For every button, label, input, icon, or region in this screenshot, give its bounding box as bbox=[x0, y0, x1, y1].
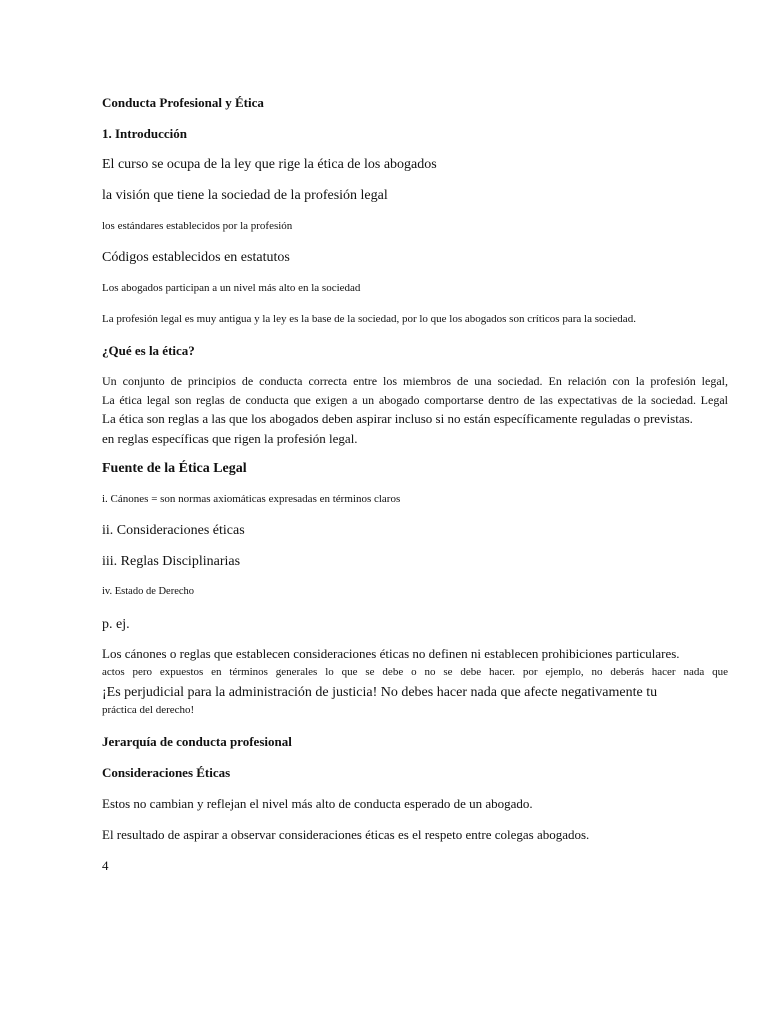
paragraph-line: La ética legal son reglas de conducta que exigen a un abogado comportarse dentro de las expectativas de la sociedad. Legal bbox=[102, 393, 728, 407]
paragraph-line: El resultado de aspirar a observar consideraciones éticas es el respeto entre colegas abogados. bbox=[102, 827, 590, 842]
section-heading-introduccion: 1. Introducción bbox=[102, 126, 187, 141]
paragraph-line: La profesión legal es muy antigua y la ley es la base de la sociedad, por lo que los abogados son críticos para la sociedad. bbox=[102, 313, 636, 325]
paragraph-line: práctica del derecho! bbox=[102, 704, 195, 716]
list-item: i. Cánones = son normas axiomáticas expresadas en términos claros bbox=[102, 493, 401, 505]
paragraph-line: en reglas específicas que rigen la profesión legal. bbox=[102, 431, 358, 446]
paragraph-line: Códigos establecidos en estatutos bbox=[102, 250, 290, 265]
paragraph-line: Los abogados participan a un nivel más alto en la sociedad bbox=[102, 282, 361, 294]
paragraph-line: Un conjunto de principios de conducta correcta entre los miembros de una sociedad. En relación con la profesión legal, bbox=[102, 374, 728, 388]
paragraph-line: actos pero expuestos en términos generales lo que se debe o no se debe hacer. por ejemplo, no deberás hacer nada que bbox=[102, 666, 728, 678]
page-number: 4 bbox=[102, 858, 109, 873]
paragraph-line: la visión que tiene la sociedad de la profesión legal bbox=[102, 188, 388, 203]
section-heading-que-es-la-etica: ¿Qué es la ética? bbox=[102, 343, 195, 358]
list-item: iii. Reglas Disciplinarias bbox=[102, 554, 241, 569]
example-label: p. ej. bbox=[102, 617, 130, 632]
section-heading-jerarquia: Jerarquía de conducta profesional bbox=[102, 734, 292, 749]
list-item: iv. Estado de Derecho bbox=[102, 586, 195, 597]
list-item: ii. Consideraciones éticas bbox=[102, 523, 245, 538]
paragraph-line: ¡Es perjudicial para la administración de justicia! No debes hacer nada que afecte negativamente tu bbox=[102, 685, 658, 700]
paragraph-line: La ética son reglas a las que los abogados deben aspirar incluso si no están específicamente reguladas o previstas. bbox=[102, 411, 693, 426]
paragraph-line: Los cánones o reglas que establecen consideraciones éticas no definen ni establecen prohibiciones particulares. bbox=[102, 646, 680, 661]
section-heading-consideraciones: Consideraciones Éticas bbox=[102, 765, 231, 780]
paragraph-line: El curso se ocupa de la ley que rige la ética de los abogados bbox=[102, 157, 437, 172]
paragraph-line: Estos no cambian y reflejan el nivel más alto de conducta esperado de un abogado. bbox=[102, 796, 533, 811]
paragraph-line: los estándares establecidos por la profesión bbox=[102, 220, 293, 232]
document-title: Conducta Profesional y Ética bbox=[102, 95, 264, 110]
section-heading-fuente: Fuente de la Ética Legal bbox=[102, 461, 247, 476]
